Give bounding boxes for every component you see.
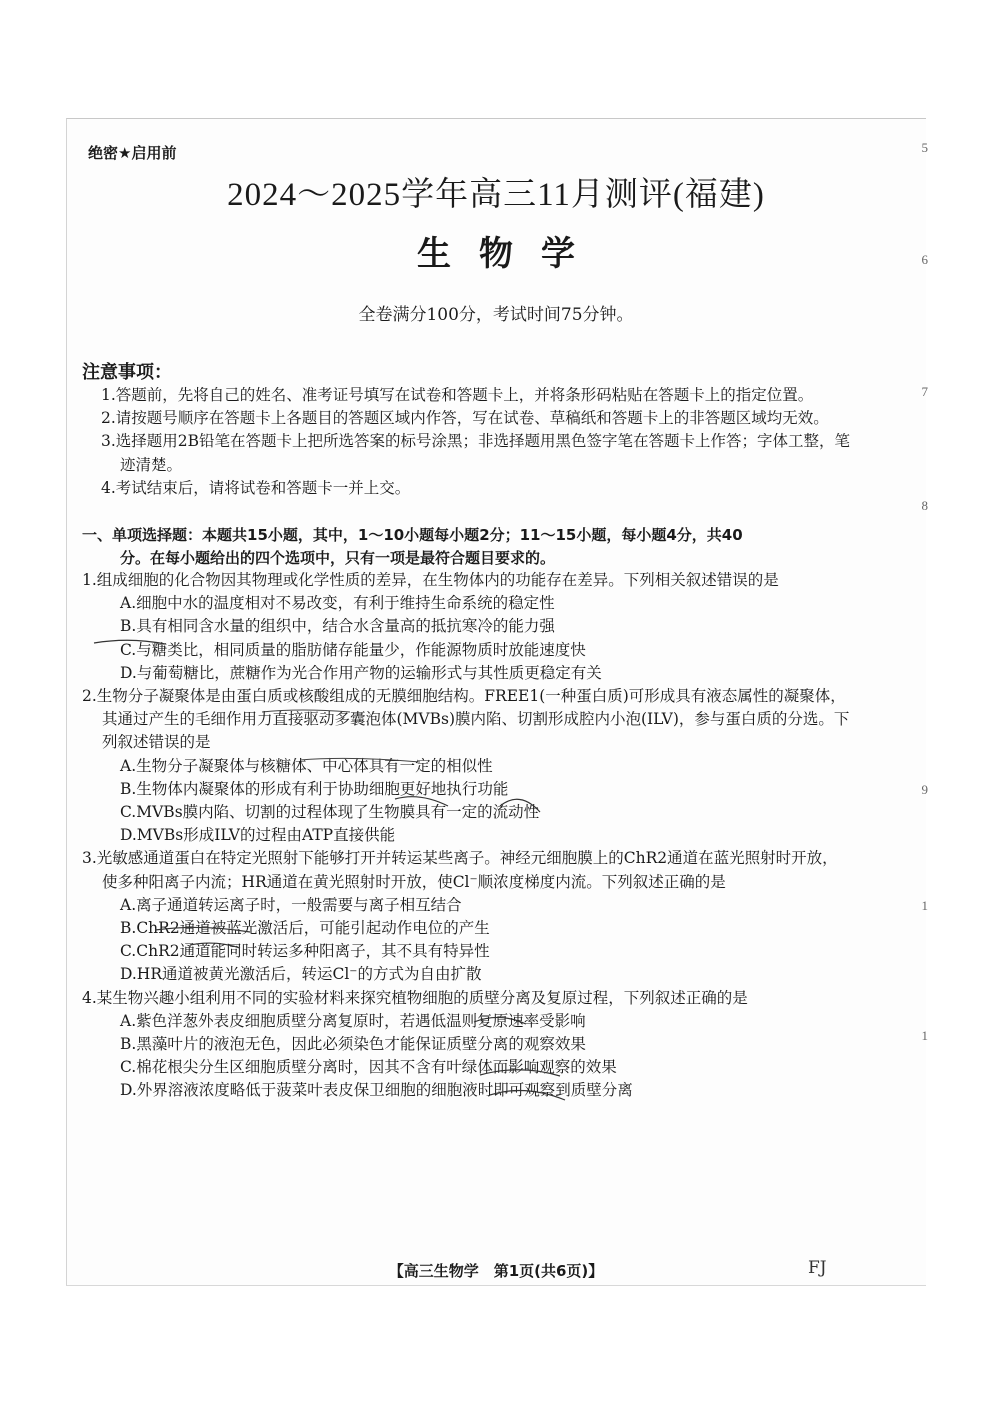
question-stem: 3.光敏感通道蛋白在特定光照射下能够打开并转运某些离子。神经元细胞膜上的ChR2通道在蓝光照射时开放，使多种阳离子内流；HR通道在黄光照射时开放，使Cl⁻顺浓度梯度内流。下列叙述正确的是	[82, 849, 838, 891]
margin-number: 8	[921, 498, 928, 513]
option-b: B.具有相同含水量的组织中，结合水含量高的抵抗寒冷的能力强	[120, 617, 555, 636]
margin-number: 9	[921, 782, 928, 797]
section-instructions	[82, 524, 852, 569]
question-1	[82, 569, 852, 685]
option-d: D.MVBs形成ILV的过程由ATP直接供能	[120, 826, 396, 845]
question-4	[82, 987, 852, 1103]
notice-item: 3.选择题用2B铅笔在答题卡上把所选答案的标号涂黑；非选择题用黑色签字笔在答题卡上作答；字体工整，笔迹清楚。	[101, 432, 851, 474]
question-2	[82, 685, 852, 847]
notice-item: 1.答题前，先将自己的姓名、准考证号填写在试卷和答题卡上，并将条形码粘贴在答题卡上的指定位置。	[101, 386, 814, 404]
margin-number: 6	[921, 252, 928, 267]
option-b: B.黑藻叶片的液泡无色，因此必须染色才能保证质壁分离的观察效果	[120, 1035, 586, 1054]
option-a: A.紫色洋葱外表皮细胞质壁分离复原时，若遇低温则复原速率受影响	[120, 1011, 586, 1030]
option-c: C.棉花根尖分生区细胞质壁分离时，因其不含有叶绿体而影响观察的效果	[120, 1058, 617, 1077]
margin-number: 1	[921, 1028, 928, 1043]
option-a: A.细胞中水的温度相对不易改变，有利于维持生命系统的稳定性	[120, 594, 555, 613]
notice-heading: 注意事项：	[82, 362, 172, 383]
option-d: D.外界溶液浓度略低于菠菜叶表皮保卫细胞的细胞液时即可观察到质壁分离	[120, 1081, 633, 1100]
margin-number: 5	[921, 140, 928, 155]
notice-item: 4.考试结束后，请将试卷和答题卡一并上交。	[101, 478, 411, 497]
exam-body	[82, 384, 852, 1103]
question-stem: 4.某生物兴趣小组利用不同的实验材料来探究植物细胞的质壁分离及复原过程，下列叙述正确的是	[82, 988, 748, 1007]
notice-item: 2.请按题号顺序在答题卡上各题目的答题区域内作答，写在试卷、草稿纸和答题卡上的非答题区域均无效。	[101, 409, 829, 428]
option-d: D.HR通道被黄光激活后，转运Cl⁻的方式为自由扩散	[120, 965, 482, 984]
region-code: FJ	[808, 1258, 827, 1278]
question-stem: 1.组成细胞的化合物因其物理或化学性质的差异，在生物体内的功能存在差异。下列相关叙述错误的是	[82, 571, 779, 590]
option-d: D.与葡萄糖比，蔗糖作为光合作用产物的运输形式与其性质更稳定有关	[120, 663, 602, 682]
option-b: B.ChR2通道被蓝光激活后，可能引起动作电位的产生	[120, 919, 490, 938]
exam-title: 2024～2025学年高三11月测评(福建)	[227, 177, 765, 213]
margin-number: 1	[921, 898, 928, 913]
option-b: B.生物体内凝聚体的形成有利于协助细胞更好地执行功能	[120, 779, 509, 798]
section-line-2: 分。在每小题给出的四个选项中，只有一项是最符合题目要求的。	[120, 548, 556, 567]
question-3	[82, 847, 852, 986]
full-mark-info: 全卷满分100分，考试时间75分钟。	[358, 305, 634, 325]
option-a: A.离子通道转运离子时，一般需要与离子相互结合	[120, 895, 462, 914]
subject-title: 生物学	[417, 234, 603, 274]
question-stem: 2.生物分子凝聚体是由蛋白质或核酸组成的无膜细胞结构。FREE1(一种蛋白质)可形成具有液态属性的凝聚体，其通过产生的毛细作用力直接驱动多囊泡体(MVBs)膜内陷、切割形成腔内小泡(ILV)，参与蛋白质的分选。下列叙述错误的是	[82, 687, 850, 752]
page-footer: 【高三生物学 第1页(共6页)】	[388, 1262, 604, 1280]
option-c: C.与糖类比，相同质量的脂肪储存能量少，作能源物质时放能速度快	[120, 640, 586, 659]
secret-label: 绝密★启用前	[88, 144, 177, 162]
option-c: C.ChR2通道能同时转运多种阳离子，其不具有特异性	[120, 942, 490, 961]
option-c: C.MVBs膜内陷、切割的过程体现了生物膜具有一定的流动性	[120, 803, 540, 822]
section-line-1: 一、单项选择题：本题共15小题，其中，1～10小题每小题2分；11～15小题，每小题4分，共40	[82, 526, 743, 545]
margin-number: 7	[921, 384, 928, 399]
option-a: A.生物分子凝聚体与核糖体、中心体具有一定的相似性	[120, 756, 493, 775]
